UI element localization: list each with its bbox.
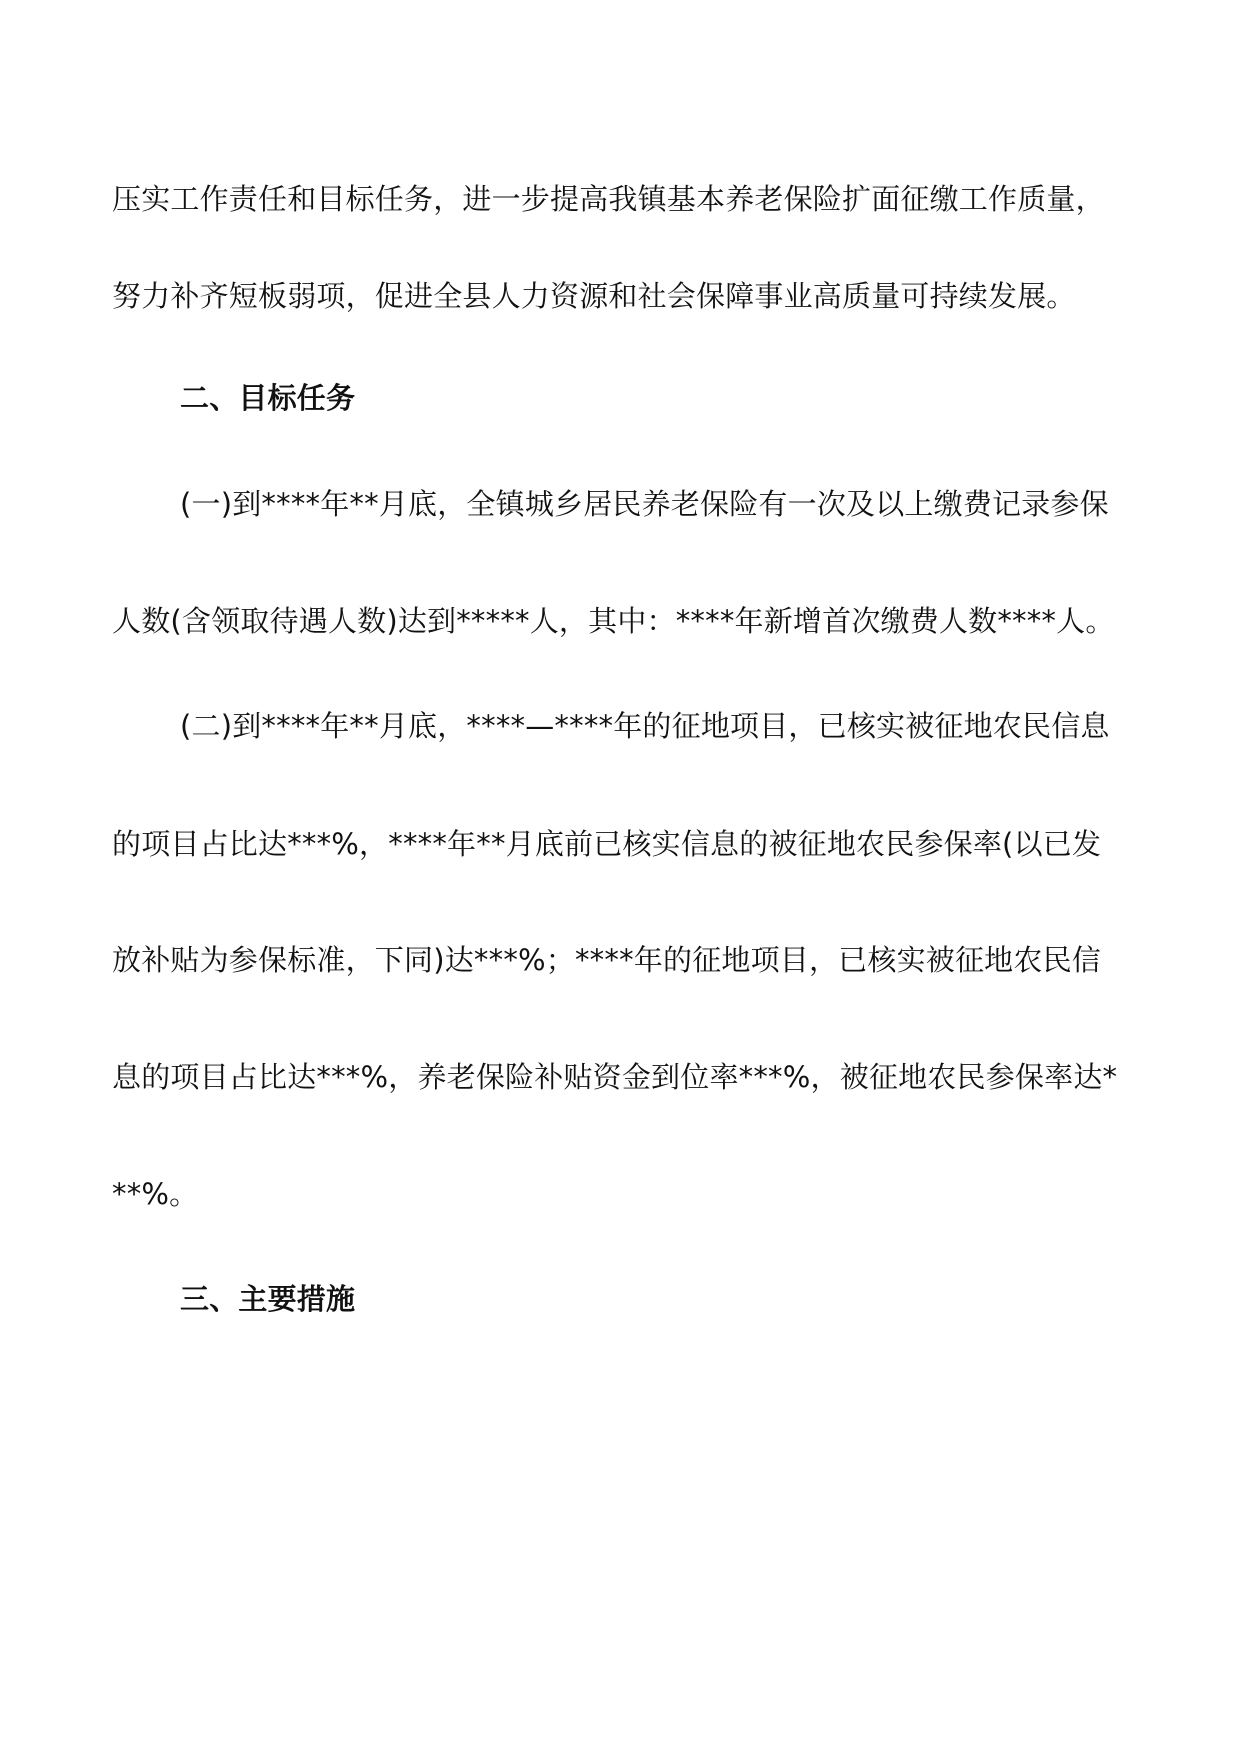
section-heading: 三、主要措施 bbox=[180, 1282, 356, 1316]
paragraph-line: 放补贴为参保标准，下同)达***%；****年的征地项目，已核实被征地农民信 bbox=[112, 943, 1101, 977]
section-heading: 二、目标任务 bbox=[180, 381, 356, 415]
paragraph-line: (二)到****年**月底，****—****年的征地项目，已核实被征地农民信息 bbox=[180, 709, 1110, 743]
paragraph-line: **%。 bbox=[112, 1177, 199, 1211]
paragraph-line: 努力补齐短板弱项，促进全县人力资源和社会保障事业高质量可持续发展。 bbox=[112, 279, 1076, 313]
paragraph-line: 息的项目占比达***%，养老保险补贴资金到位率***%，被征地农民参保率达* bbox=[112, 1060, 1118, 1094]
paragraph-line: 人数(含领取待遇人数)达到*****人，其中：****年新增首次缴费人数****人。 bbox=[112, 604, 1115, 638]
paragraph-line: 压实工作责任和目标任务，进一步提高我镇基本养老保险扩面征缴工作质量， bbox=[112, 182, 1105, 216]
paragraph-line: 的项目占比达***%，****年**月底前已核实信息的被征地农民参保率(以已发 bbox=[112, 827, 1102, 861]
paragraph-line: (一)到****年**月底，全镇城乡居民养老保险有一次及以上缴费记录参保 bbox=[180, 487, 1109, 521]
